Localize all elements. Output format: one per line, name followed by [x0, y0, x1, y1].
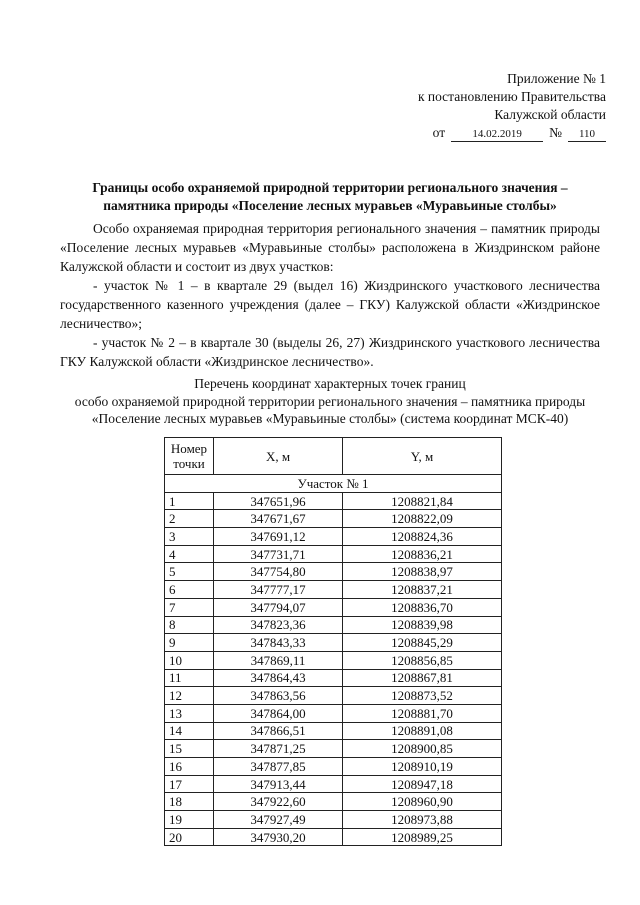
x-coordinate-cell: 347864,00 — [214, 704, 343, 722]
body-paragraph-2: - участок № 1 – в квартале 29 (выдел 16) Жиздринского участкового лесничества государственного казенного учреждения (далее – ГКУ) Калужской области «Жиздринское лесничество»; — [60, 278, 600, 331]
y-coordinate-cell: 1208836,21 — [343, 545, 502, 563]
table-row — [165, 651, 502, 669]
resolution-date: 14.02.2019 — [451, 127, 543, 142]
y-coordinate-cell: 1208856,85 — [343, 651, 502, 669]
body-paragraph-1: Особо охраняемая природная территория регионального значения – памятник природы «Поселение лесных муравьев «Муравьиные столбы» расположена в Жиздринском районе Калужской области и состоит из двух участков: — [60, 221, 600, 274]
y-coordinate-cell: 1208839,98 — [343, 616, 502, 634]
point-number-cell: 4 — [165, 545, 214, 563]
x-coordinate-cell: 347864,43 — [214, 669, 343, 687]
appendix-region: Калужской области — [494, 107, 606, 122]
table-row — [165, 616, 502, 634]
table-row — [165, 775, 502, 793]
table-row — [165, 581, 502, 599]
document-title — [60, 179, 600, 215]
list-title-line-3: «Поселение лесных муравьев «Муравьиные столбы» (система координат МСК-40) — [91, 411, 569, 426]
x-coordinate-cell: 347922,60 — [214, 793, 343, 811]
section-row — [165, 475, 502, 493]
x-coordinate-cell: 347863,56 — [214, 687, 343, 705]
y-coordinate-cell: 1208900,85 — [343, 740, 502, 758]
point-number-cell: 16 — [165, 758, 214, 776]
point-number-cell: 12 — [165, 687, 214, 705]
coordinates-list-title — [60, 375, 600, 428]
point-number-cell: 14 — [165, 722, 214, 740]
y-coordinate-cell: 1208838,97 — [343, 563, 502, 581]
point-number-cell: 3 — [165, 528, 214, 546]
table-row — [165, 828, 502, 846]
y-coordinate-cell: 1208973,88 — [343, 811, 502, 829]
appendix-header — [418, 70, 606, 142]
table-header-row — [165, 438, 502, 475]
table-row — [165, 598, 502, 616]
table-row — [165, 811, 502, 829]
x-coordinate-cell: 347871,25 — [214, 740, 343, 758]
number-label: № — [549, 125, 562, 140]
x-coordinate-cell: 347691,12 — [214, 528, 343, 546]
x-coordinate-cell: 347930,20 — [214, 828, 343, 846]
table-row — [165, 528, 502, 546]
table-row — [165, 793, 502, 811]
x-coordinate-cell: 347866,51 — [214, 722, 343, 740]
list-title-line-1: Перечень координат характерных точек границ — [194, 376, 466, 391]
y-coordinate-cell: 1208881,70 — [343, 704, 502, 722]
table-row — [165, 722, 502, 740]
header-x: X, м — [214, 438, 343, 475]
section-label: Участок № 1 — [165, 475, 502, 493]
coordinates-table — [164, 437, 502, 846]
body-paragraph-3: - участок № 2 – в квартале 30 (выделы 26, 27) Жиздринского участкового лесничества ГКУ Калужской области «Жиздринское лесничество». — [60, 335, 600, 369]
x-coordinate-cell: 347671,67 — [214, 510, 343, 528]
point-number-cell: 10 — [165, 651, 214, 669]
appendix-title: Приложение № 1 — [507, 71, 606, 86]
table-row — [165, 687, 502, 705]
y-coordinate-cell: 1208824,36 — [343, 528, 502, 546]
point-number-cell: 17 — [165, 775, 214, 793]
from-label: от — [432, 125, 446, 140]
x-coordinate-cell: 347927,49 — [214, 811, 343, 829]
table-row — [165, 492, 502, 510]
list-title-line-2: особо охраняемой природной территории регионального значения – памятника природы — [74, 393, 586, 409]
x-coordinate-cell: 347651,96 — [214, 492, 343, 510]
title-line-1: Границы особо охраняемой природной территории регионального значения – — [92, 180, 568, 195]
appendix-resolution: к постановлению Правительства — [417, 89, 606, 104]
y-coordinate-cell: 1208837,21 — [343, 581, 502, 599]
y-coordinate-cell: 1208989,25 — [343, 828, 502, 846]
x-coordinate-cell: 347794,07 — [214, 598, 343, 616]
header-point-number: Номер точки — [165, 438, 214, 475]
y-coordinate-cell: 1208821,84 — [343, 492, 502, 510]
y-coordinate-cell: 1208891,08 — [343, 722, 502, 740]
x-coordinate-cell: 347843,33 — [214, 634, 343, 652]
point-number-cell: 15 — [165, 740, 214, 758]
table-row — [165, 669, 502, 687]
table-row — [165, 510, 502, 528]
resolution-number: 110 — [568, 127, 606, 142]
point-number-cell: 6 — [165, 581, 214, 599]
point-number-cell: 5 — [165, 563, 214, 581]
y-coordinate-cell: 1208836,70 — [343, 598, 502, 616]
table-row — [165, 634, 502, 652]
point-number-cell: 8 — [165, 616, 214, 634]
y-coordinate-cell: 1208910,19 — [343, 758, 502, 776]
table-row — [165, 704, 502, 722]
x-coordinate-cell: 347913,44 — [214, 775, 343, 793]
point-number-cell: 7 — [165, 598, 214, 616]
point-number-cell: 9 — [165, 634, 214, 652]
x-coordinate-cell: 347777,17 — [214, 581, 343, 599]
header-y: Y, м — [343, 438, 502, 475]
point-number-cell: 19 — [165, 811, 214, 829]
y-coordinate-cell: 1208947,18 — [343, 775, 502, 793]
x-coordinate-cell: 347731,71 — [214, 545, 343, 563]
x-coordinate-cell: 347754,80 — [214, 563, 343, 581]
y-coordinate-cell: 1208822,09 — [343, 510, 502, 528]
table-row — [165, 545, 502, 563]
y-coordinate-cell: 1208960,90 — [343, 793, 502, 811]
y-coordinate-cell: 1208867,81 — [343, 669, 502, 687]
table-row — [165, 758, 502, 776]
x-coordinate-cell: 347869,11 — [214, 651, 343, 669]
point-number-cell: 20 — [165, 828, 214, 846]
y-coordinate-cell: 1208873,52 — [343, 687, 502, 705]
appendix-date-line — [433, 124, 606, 142]
x-coordinate-cell: 347823,36 — [214, 616, 343, 634]
table-row — [165, 740, 502, 758]
y-coordinate-cell: 1208845,29 — [343, 634, 502, 652]
title-line-2: памятника природы «Поселение лесных муравьев «Муравьиные столбы» — [103, 198, 557, 213]
table-row — [165, 563, 502, 581]
point-number-cell: 2 — [165, 510, 214, 528]
point-number-cell: 11 — [165, 669, 214, 687]
x-coordinate-cell: 347877,85 — [214, 758, 343, 776]
document-body — [60, 219, 600, 371]
point-number-cell: 1 — [165, 492, 214, 510]
point-number-cell: 13 — [165, 704, 214, 722]
point-number-cell: 18 — [165, 793, 214, 811]
